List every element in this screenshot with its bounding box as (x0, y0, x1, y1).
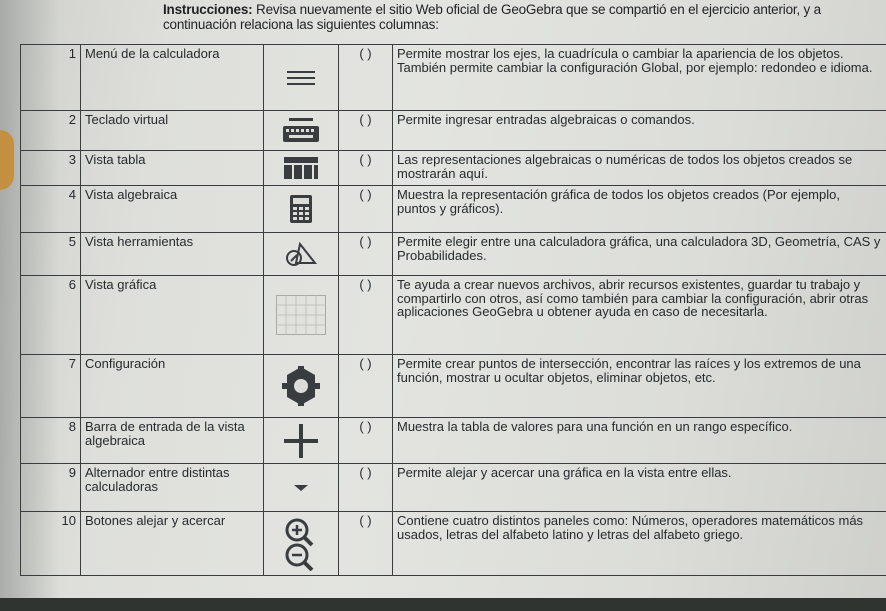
tool-name: Teclado virtual (81, 111, 264, 151)
table-row (21, 151, 886, 186)
table-row (21, 111, 886, 151)
answer-blank[interactable]: ( ) (339, 512, 393, 576)
answer-blank[interactable]: ( ) (339, 418, 393, 464)
row-number: 10 (21, 512, 81, 576)
instructions-heading (163, 2, 883, 32)
row-number: 8 (21, 418, 81, 464)
row-number: 1 (21, 45, 81, 111)
answer-blank[interactable]: ( ) (339, 276, 393, 355)
tool-name: Menú de la calculadora (81, 45, 264, 111)
answer-blank[interactable]: ( ) (339, 45, 393, 111)
tools-shapes-icon (264, 233, 339, 276)
row-number: 3 (21, 151, 81, 186)
tool-name: Vista tabla (81, 151, 264, 186)
matching-table (20, 44, 886, 576)
instructions-label: Instrucciones: (163, 2, 253, 17)
description: Muestra la tabla de valores para una función en un rango específico. (393, 418, 886, 464)
tool-name: Alternador entre distintas calculadoras (81, 464, 264, 512)
answer-blank[interactable]: ( ) (339, 464, 393, 512)
description: Muestra la representación gráfica de todos los objetos creados (Por ejemplo, puntos y gráficos). (393, 186, 886, 233)
row-number: 7 (21, 355, 81, 418)
description: Permite crear puntos de intersección, encontrar las raíces y los extremos de una función, mostrar u ocultar objetos, eliminar objetos, etc. (393, 355, 886, 418)
table-view-icon (264, 151, 339, 186)
description: Permite ingresar entradas algebraicas o comandos. (393, 111, 886, 151)
answer-blank[interactable]: ( ) (339, 186, 393, 233)
table-row (21, 45, 886, 111)
tool-name: Vista herramientas (81, 233, 264, 276)
description: Las representaciones algebraicas o numéricas de todos los objetos creados se mostrarán aquí. (393, 151, 886, 186)
tool-name: Vista gráfica (81, 276, 264, 355)
zoom-in-out-icon (264, 512, 339, 576)
table-row (21, 355, 886, 418)
row-number: 5 (21, 233, 81, 276)
row-number: 6 (21, 276, 81, 355)
answer-blank[interactable]: ( ) (339, 233, 393, 276)
instructions-text: Revisa nuevamente el sitio Web oficial de GeoGebra que se compartió en el ejercicio anterior, y a continuación relaciona las siguientes columnas: (163, 2, 821, 32)
hamburger-menu-icon (264, 45, 339, 111)
description: Permite alejar y acercar una gráfica en la vista entre ellas. (393, 464, 886, 512)
description: Contiene cuatro distintos paneles como: Números, operadores matemáticos más usados, letras del alfabeto latino y letras del alfabeto griego. (393, 512, 886, 576)
tool-name: Botones alejar y acercar (81, 512, 264, 576)
description: Te ayuda a crear nuevos archivos, abrir recursos existentes, guardar tu trabajo y compartirlo con otros, así como también para cambiar la configuración, abrir otras aplicaciones GeoGebra u obtener ayuda en caso de necesitarla. (393, 276, 886, 355)
tool-name: Vista algebraica (81, 186, 264, 233)
row-number: 9 (21, 464, 81, 512)
table-row (21, 276, 886, 355)
answer-blank[interactable]: ( ) (339, 355, 393, 418)
table-row (21, 464, 886, 512)
gear-icon (264, 355, 339, 418)
table-row (21, 186, 886, 233)
table-row (21, 512, 886, 576)
orange-object-edge (0, 130, 14, 190)
answer-blank[interactable]: ( ) (339, 151, 393, 186)
keyboard-icon (264, 111, 339, 151)
description: Permite mostrar los ejes, la cuadrícula o cambiar la apariencia de los objetos. También permite cambiar la configuración Global, por ejemplo: redondeo e idioma. (393, 45, 886, 111)
grid-graphics-icon (264, 276, 339, 355)
tool-name: Barra de entrada de la vista algebraica (81, 418, 264, 464)
tool-name: Configuración (81, 355, 264, 418)
table-row (21, 233, 886, 276)
plus-icon (264, 418, 339, 464)
table-row (21, 418, 886, 464)
answer-blank[interactable]: ( ) (339, 111, 393, 151)
row-number: 4 (21, 186, 81, 233)
dropdown-triangle-icon (264, 464, 339, 512)
description: Permite elegir entre una calculadora gráfica, una calculadora 3D, Geometría, CAS y Probabilidades. (393, 233, 886, 276)
row-number: 2 (21, 111, 81, 151)
calculator-icon (264, 186, 339, 233)
